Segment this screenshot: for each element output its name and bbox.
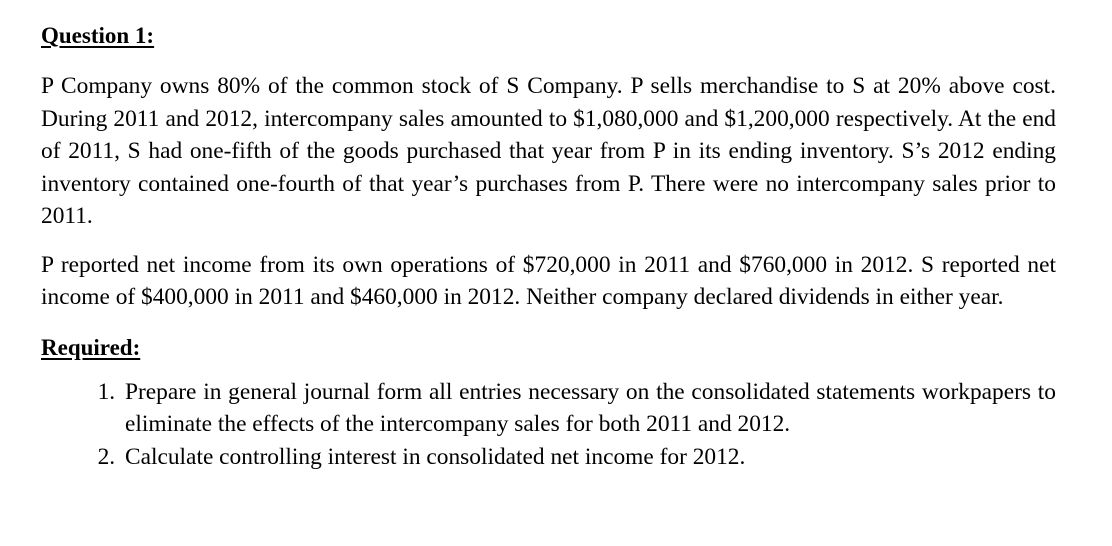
requirements-list (41, 376, 1056, 474)
requirement-item: 2. Calculate controlling interest in consolidated net income for 2012. (121, 441, 1056, 474)
question-document (41, 14, 1056, 473)
problem-paragraph-1: P Company owns 80% of the common stock of S Company. P sells merchandise to S at 20% above cost. During 2011 and 2012, intercompany sales amounted to $1,080,000 and $1,200,000 respectively. At the end of 2011, S had one-fifth of the goods purchased that year from P in its ending inventory. S’s 2012 ending inventory contained one-fourth of that year’s purchases from P. There were no intercompany sales prior to 2011. (41, 73, 1056, 229)
requirement-item: 1. Prepare in general journal form all entries necessary on the consolidated statements workpapers to eliminate the effects of the intercompany sales for both 2011 and 2012. (121, 376, 1056, 441)
question-heading: Question 1: (41, 23, 155, 48)
required-heading: Required: (41, 334, 141, 360)
problem-paragraph-2: P reported net income from its own operations of $720,000 in 2011 and $760,000 in 2012. S reported net income of $400,000 in 2011 and $460,000 in 2012. Neither company declared dividends in either year. (41, 251, 1056, 310)
